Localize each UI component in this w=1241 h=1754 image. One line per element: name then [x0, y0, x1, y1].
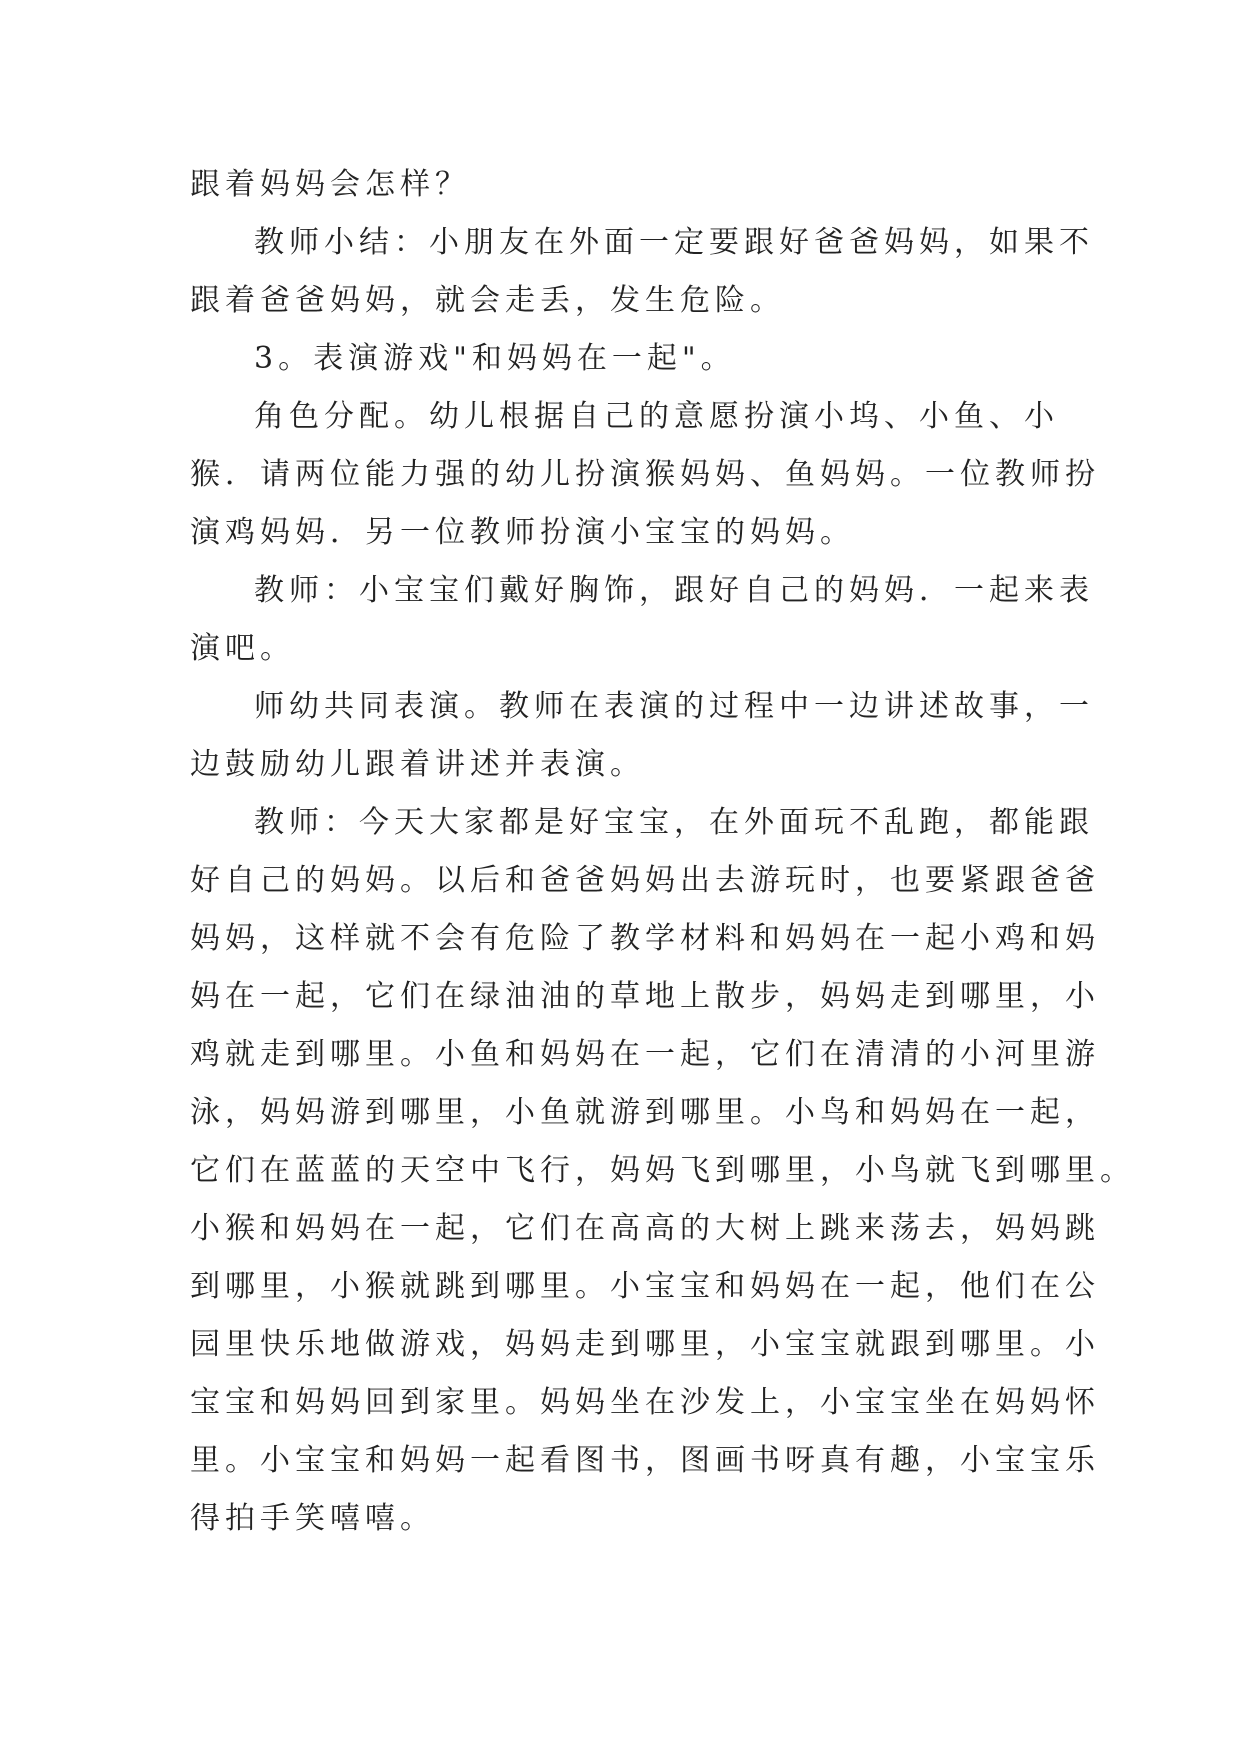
text-line: 边鼓励幼儿跟着讲述并表演。	[190, 747, 645, 782]
text-line: 小猴和妈妈在一起，它们在高高的大树上跳来荡去，妈妈跳	[190, 1211, 1100, 1246]
text-line: 宝宝和妈妈回到家里。妈妈坐在沙发上，小宝宝坐在妈妈怀	[190, 1385, 1100, 1420]
document-body	[190, 156, 1135, 1548]
text-line: 跟着爸爸妈妈，就会走丢，发生危险。	[190, 283, 785, 318]
text-line: 园里快乐地做游戏，妈妈走到哪里，小宝宝就跟到哪里。小	[190, 1327, 1100, 1362]
text-line: 它们在蓝蓝的天空中飞行，妈妈飞到哪里，小鸟就飞到哪里。	[190, 1153, 1135, 1188]
text-line: 演鸡妈妈．另一位教师扮演小宝宝的妈妈。	[190, 515, 855, 550]
text-line: 角色分配。幼儿根据自己的意愿扮演小坞、小鱼、小	[254, 399, 1059, 434]
text-line: 教师：今天大家都是好宝宝，在外面玩不乱跑，都能跟	[254, 805, 1094, 840]
text-line: 到哪里，小猴就跳到哪里。小宝宝和妈妈在一起，他们在公	[190, 1269, 1100, 1304]
text-line: 泳，妈妈游到哪里，小鱼就游到哪里。小鸟和妈妈在一起，	[190, 1095, 1100, 1130]
text-line: 好自己的妈妈。以后和爸爸妈妈出去游玩时，也要紧跟爸爸	[190, 863, 1100, 898]
text-line: 3。表演游戏"和妈妈在一起"。	[254, 341, 736, 376]
text-line: 里。小宝宝和妈妈一起看图书，图画书呀真有趣，小宝宝乐	[190, 1443, 1100, 1478]
text-line: 猴．请两位能力强的幼儿扮演猴妈妈、鱼妈妈。一位教师扮	[190, 457, 1100, 492]
text-line: 师幼共同表演。教师在表演的过程中一边讲述故事，一	[254, 689, 1094, 724]
text-line: 教师小结：小朋友在外面一定要跟好爸爸妈妈，如果不	[254, 225, 1094, 260]
text-line: 教师：小宝宝们戴好胸饰，跟好自己的妈妈．一起来表	[254, 573, 1094, 608]
text-line: 妈妈，这样就不会有危险了教学材料和妈妈在一起小鸡和妈	[190, 921, 1100, 956]
text-line: 妈在一起，它们在绿油油的草地上散步，妈妈走到哪里，小	[190, 979, 1100, 1014]
text-line: 跟着妈妈会怎样？	[190, 167, 470, 202]
text-line: 得拍手笑嘻嘻。	[190, 1501, 435, 1536]
text-line: 演吧。	[190, 631, 295, 666]
text-line: 鸡就走到哪里。小鱼和妈妈在一起，它们在清清的小河里游	[190, 1037, 1100, 1072]
